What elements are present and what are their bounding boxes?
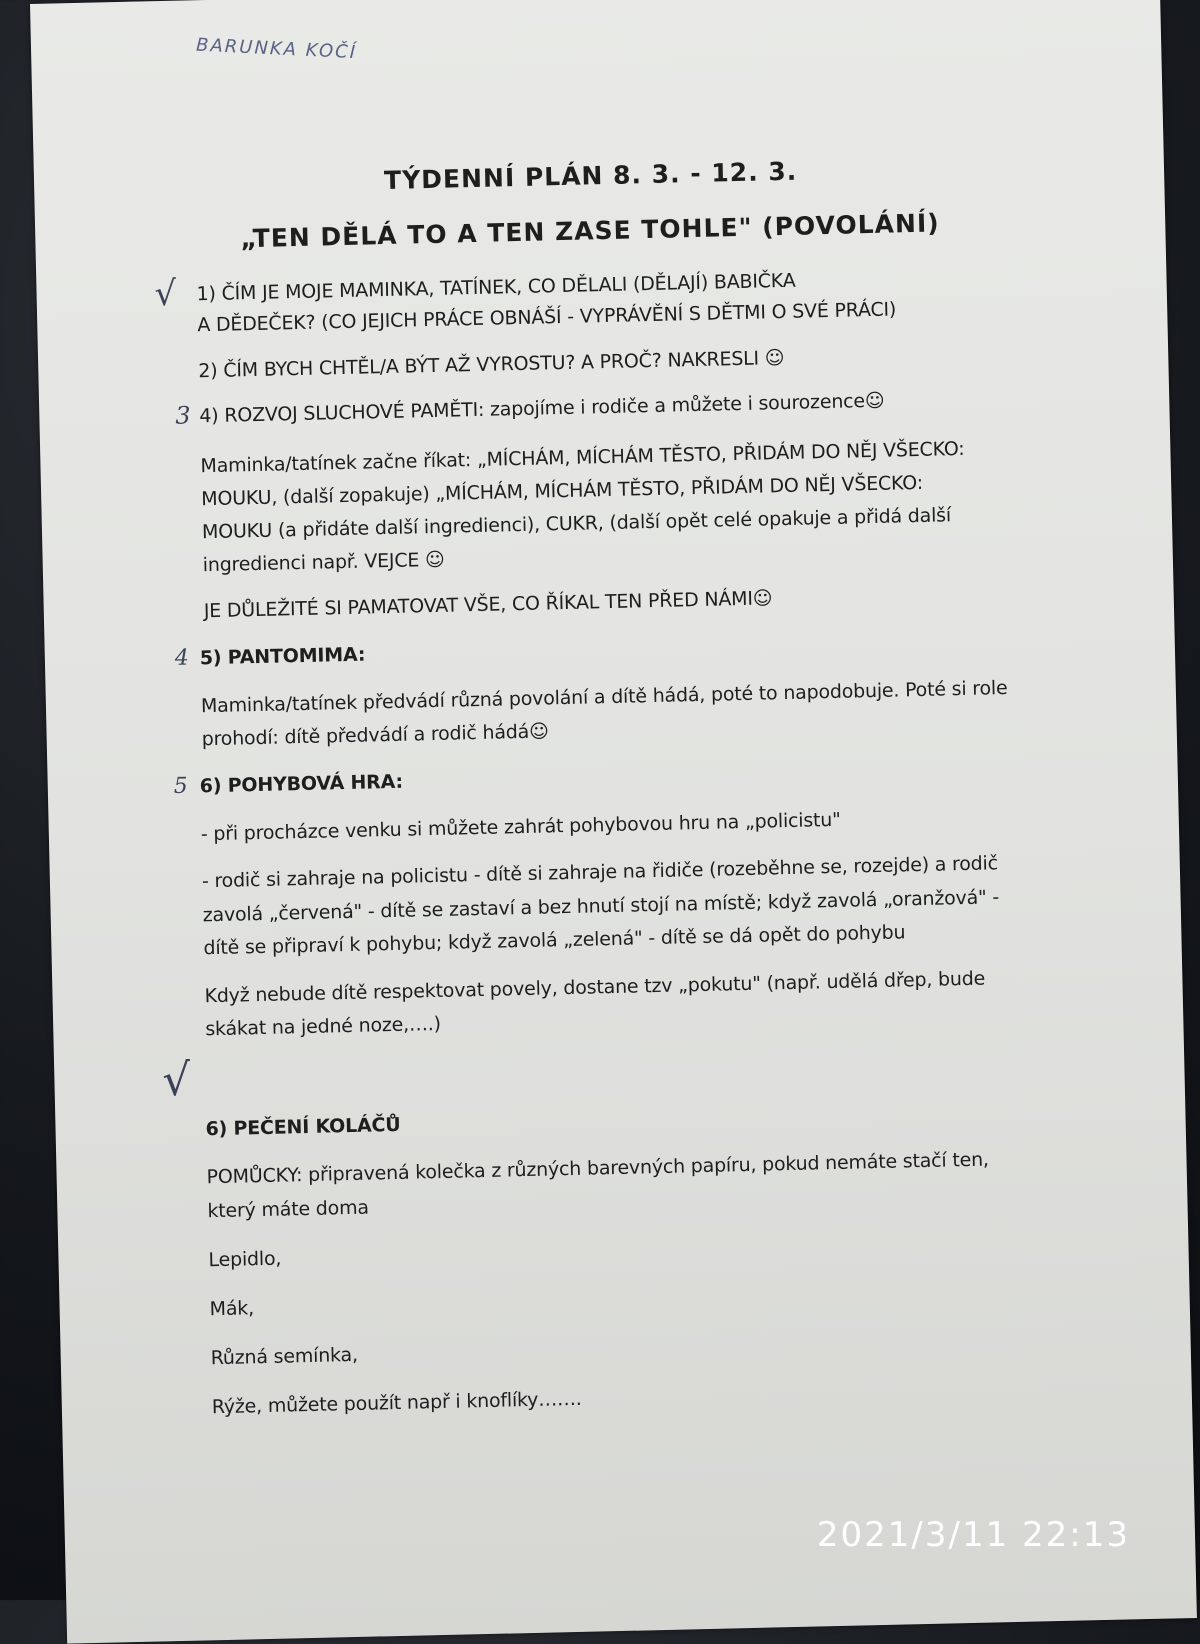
text-line: Různá semínka, <box>210 1343 359 1370</box>
handwritten-number: 5 <box>173 773 189 799</box>
text-line: Maminka/tatínek předvádí různá povolání a dítě hádá, poté to napodobuje. Poté si role <box>200 677 1008 718</box>
text-line: ingredienci např. VEJCE ☺ <box>202 548 445 577</box>
handwritten-signature: BARUNKA KOČÍ <box>195 34 358 64</box>
text-line: Rýže, můžete použít např i knoflíky……. <box>211 1387 582 1419</box>
text-line: prohodí: dítě předvádí a rodič hádá☺ <box>201 720 549 751</box>
document-subtitle: „TEN DĚLÁ TO A TEN ZASE TOHLE" (POVOLÁNÍ) <box>240 208 940 254</box>
text-line: MOUKU (a přidáte další ingredienci), CUKR, (další opět celé opakuje a přidá další <box>201 504 952 544</box>
text-line: - rodič si zahraje na policistu - dítě si zahraje na řidiče (rozeběhne se, rozejde) a rodič <box>201 852 999 893</box>
photo-timestamp: 2021/3/11 22:13 <box>816 1515 1130 1555</box>
section-heading: 5) PANTOMIMA: <box>199 643 366 670</box>
text-line: 2) ČÍM BYCH CHTĚL/A BÝT AŽ VYROSTU? A PROČ? NAKRESLI ☺ <box>198 346 785 383</box>
text-line: 1) ČÍM JE MOJE MAMINKA, TATÍNEK, CO DĚLALI (DĚLAJÍ) BABIČKA <box>196 269 796 306</box>
text-line: MOUKU, (další zopakuje) „MÍCHÁM, MÍCHÁM TĚSTO, PŘIDÁM DO NĚJ VŠECKO: <box>201 471 924 511</box>
text-line: Mák, <box>209 1297 255 1321</box>
section-heading: 6) POHYBOVÁ HRA: <box>199 770 404 798</box>
document-title: TÝDENNÍ PLÁN 8. 3. - 12. 3. <box>383 156 798 196</box>
text-line: Když nebude dítě respektovat povely, dostane tzv „pokutu" (např. udělá dřep, bude <box>204 967 986 1008</box>
handwritten-number: 4 <box>174 645 190 671</box>
section-heading: 6) PEČENÍ KOLÁČŮ <box>205 1113 401 1141</box>
text-line: JE DŮLEŽITÉ SI PAMATOVAT VŠE, CO ŘÍKAL TEN PŘED NÁMI☺ <box>203 587 773 623</box>
handwritten-number: 3 <box>175 401 191 430</box>
text-line: A DĚDEČEK? (CO JEJICH PRÁCE OBNÁŠÍ - VYPRÁVĚNÍ S DĚTMI O SVÉ PRÁCI) <box>197 298 897 337</box>
text-line: - při procházce venku si můžete zahrát pohybovou hru na „policistu" <box>200 808 841 846</box>
text-line: Maminka/tatínek začne říkat: „MÍCHÁM, MÍCHÁM TĚSTO, PŘIDÁM DO NĚJ VŠECKO: <box>200 437 965 478</box>
text-line: POMŮCKY: připravená kolečka z různých barevných papíru, pokud nemáte stačí ten, <box>206 1148 990 1189</box>
text-line: 4) ROZVOJ SLUCHOVÉ PAMĚTI: zapojíme i rodiče a můžete i sourozence☺ <box>199 389 885 428</box>
text-line: dítě se připraví k pohybu; když zavolá „zelená" - dítě se dá opět do pohybu <box>203 921 906 960</box>
text-line: skákat na jedné noze,….) <box>205 1012 442 1041</box>
text-line: Lepidlo, <box>208 1247 282 1272</box>
text-line: který máte doma <box>207 1196 370 1223</box>
text-line: zavolá „červená" - dítě se zastaví a bez hnutí stojí na místě; když zavolá „oranžová" - <box>202 886 1000 927</box>
checkmark-icon: √ <box>161 1054 192 1107</box>
document-page <box>30 0 1197 1644</box>
checkmark-icon: √ <box>154 273 177 315</box>
